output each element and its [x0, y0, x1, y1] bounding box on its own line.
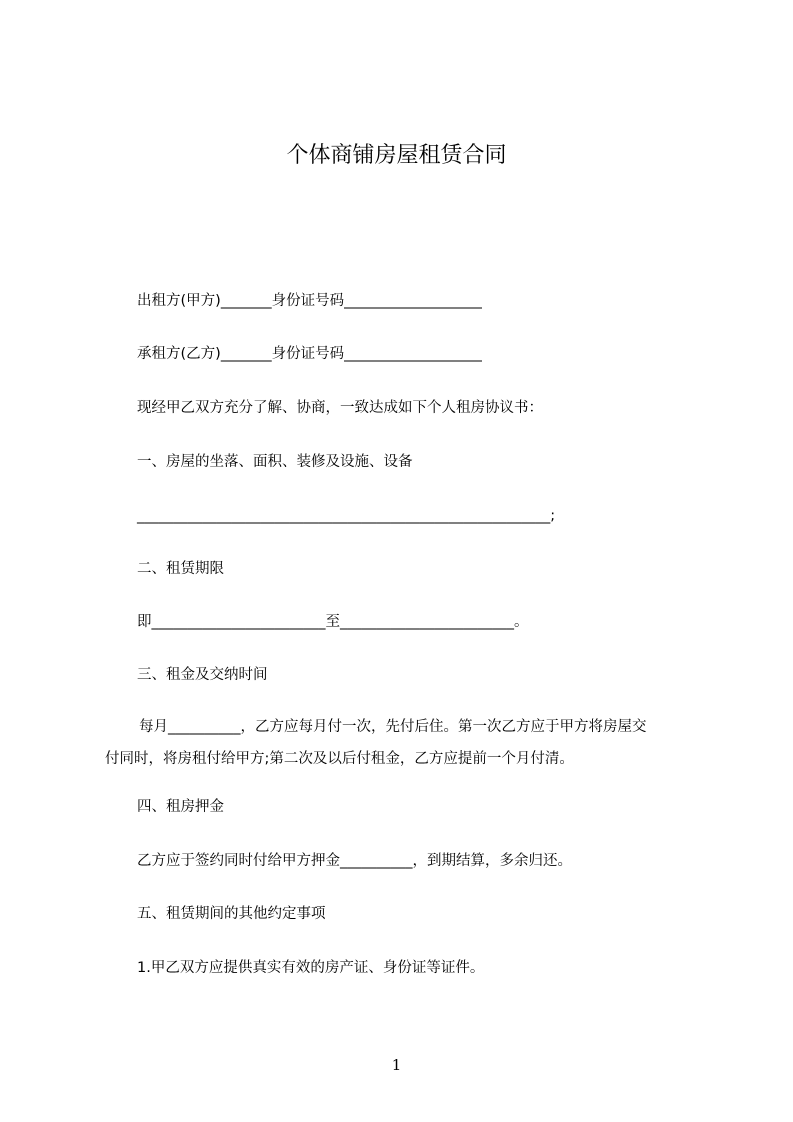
- section2-body: 即________________________至________________________。: [137, 614, 529, 630]
- section3-body: [105, 711, 715, 775]
- section1-heading: 一、房屋的坐落、面积、装修及设施、设备: [137, 454, 413, 470]
- section5-heading: 五、租赁期间的其他约定事项: [137, 906, 326, 922]
- section5-item1: 1.甲乙双方应提供真实有效的房产证、身份证等证件。: [137, 960, 485, 976]
- lessor-line: 出租方(甲方)_______身份证号码___________________: [137, 293, 482, 309]
- section1-blank: _________________________________________________________;: [137, 508, 556, 524]
- intro-text: 现经甲乙双方充分了解、协商，一致达成如下个人租房协议书：: [137, 400, 543, 416]
- section4-heading: 四、租房押金: [137, 799, 224, 815]
- section3-body-line2: 付同时，将房租付给甲方;第二次及以后付租金，乙方应提前一个月付清。: [105, 751, 574, 767]
- lessee-line: 承租方(乙方)_______身份证号码___________________: [137, 346, 482, 362]
- section3-heading: 三、租金及交纳时间: [137, 667, 268, 683]
- section4-body: 乙方应于签约同时付给甲方押金__________，到期结算，多余归还。: [137, 853, 572, 869]
- page-number: 1: [391, 1056, 402, 1074]
- section2-heading: 二、租赁期限: [137, 561, 224, 577]
- document-title: 个体商铺房屋租赁合同: [286, 143, 507, 168]
- section3-body-line1: 每月__________，乙方应每月付一次，先付后住。第一次乙方应于甲方将房屋交: [139, 719, 647, 735]
